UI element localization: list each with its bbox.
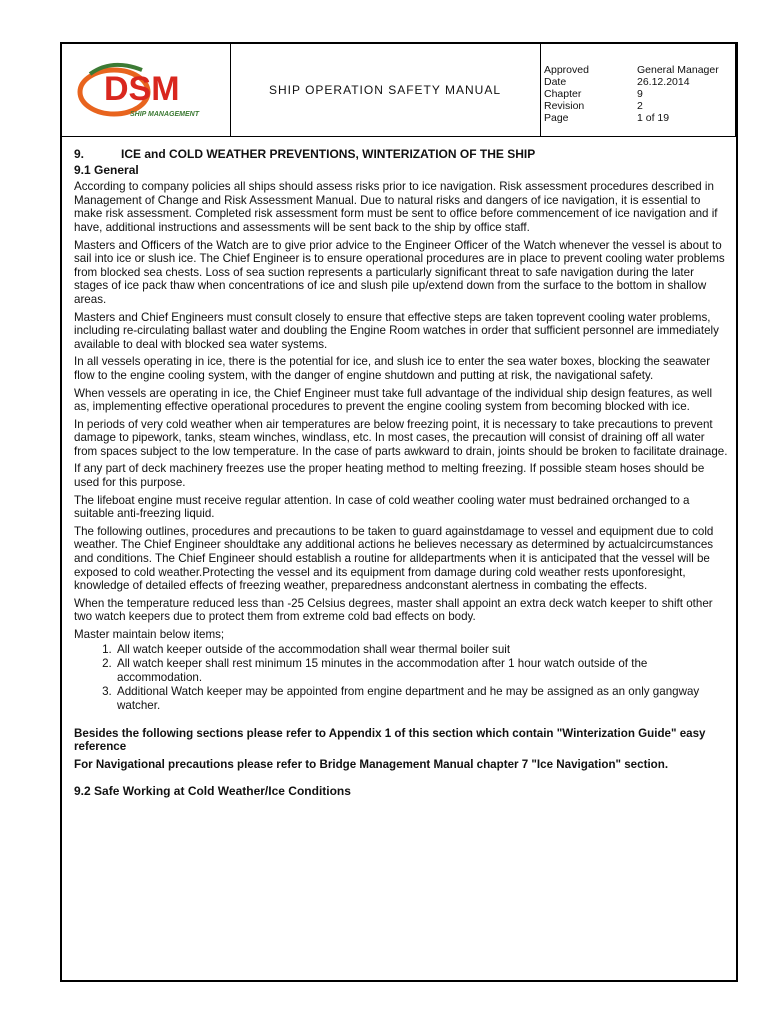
paragraph: According to company policies all ships should assess risks prior to ice navigation. Risk assessment procedures described in Management of Change and Risk Assessment Manual. Due to natural risks and dangers of ice navigation, it is essential to make risk assessment. Completed risk assessment form must be sent to office before commencement of ice navigation and if have, additional instructions and assessments will be sent back to the ship by office staff. (74, 180, 718, 234)
appendix-note: Besides the following sections please refer to Appendix 1 of this section which contain "Winterization Guide" easy reference (74, 726, 706, 754)
paragraph: The following outlines, procedures and precautions to be taken to guard againstdamage to vessel and equipment due to cold weather. The Chief Engineer shouldtake any additional actions he believes necessary as determined by actualcircumstances and conditions. The Chief Engineer should establish a routine for alldepartments when it is anticipated that the vessel will be exposed to cold weather.Protecting the vessel and its equipment from damage during cold weather rests uponforesight, knowledge of detailed effects of freezing weather, preparedness andconstant alertness in combating the effects. (74, 524, 714, 593)
subsection-heading: 9.1 General (74, 162, 139, 177)
document-header (62, 44, 736, 137)
page-frame (60, 42, 738, 982)
paragraph: If any part of deck machinery freezes use the proper heating method to melting freezing. If possible steam hoses should be used for this purpose. (74, 462, 705, 490)
meta-key: Date (544, 76, 567, 88)
navigation-note: For Navigational precautions please refer to Bridge Management Manual chapter 7 "Ice Navigation" section. (74, 757, 669, 771)
meta-row (544, 88, 719, 100)
meta-key: Revision (544, 100, 585, 112)
title-cell (230, 44, 541, 136)
paragraph: When vessels are operating in ice, the Chief Engineer must take full advantage of the individual ship design features, as well as, implementing effective operational procedures to prevent the engine cooling system from becoming blocked with ice. (74, 386, 713, 414)
paragraph: Masters and Chief Engineers must consult closely to ensure that effective steps are taken toprevent cooling water problems, including re-circulating ballast water and doubling the Engine Room watches in order that sufficient personnel are immediately available to deal with blocked sea water systems. (74, 310, 719, 351)
numbered-list (74, 643, 728, 713)
meta-cell (540, 44, 736, 136)
meta-row (544, 64, 719, 76)
logo-subtext: SHIP MANAGEMENT (130, 111, 199, 118)
list-item: 2. All watch keeper shall rest minimum 15 minutes in the accommodation after 1 hour watch outside of the accommodation. (115, 657, 728, 684)
logo-cell (62, 44, 231, 136)
paragraph: Masters and Officers of the Watch are to give prior advice to the Engineer Officer of the Watch whenever the vessel is about to sail into ice or slush ice. The Chief Engineer is to ensure operational procedures are in place to prevent cooling water problems from blocked sea chests. Loss of sea suction represents a particularly significant threat to safe navigation during the later stages of ice pack thaw when concentrations of ice and slush pile up/extend down from the surface to the bottom in shallow areas. (74, 238, 725, 306)
manual-title: SHIP OPERATION SAFETY MANUAL (268, 83, 502, 97)
section-heading (74, 148, 728, 162)
logo-text: DSM (104, 70, 180, 108)
list-item: 3. Additional Watch keeper may be appointed from engine department and he may be assigned as an only gangway watcher. (115, 685, 728, 712)
document-body (74, 148, 728, 799)
paragraph: In periods of very cold weather when air temperatures are below freezing point, it is necessary to take precautions to prevent damage to pipework, tanks, steam winches, windlass, etc. In most cases, the precaution will consist of draining off all water from spaces subject to the low temperature. In the case of parts awkward to drain, joints should be broken to facilitate drainage. (74, 417, 728, 458)
meta-value: 9 (637, 88, 643, 100)
meta-row (544, 112, 719, 124)
section-number: 9. (74, 147, 85, 161)
meta-value: General Manager (637, 64, 719, 76)
meta-value: 1 of 19 (637, 112, 670, 124)
meta-table (544, 64, 719, 124)
meta-row (544, 100, 719, 112)
list-item: 1. All watch keeper outside of the accommodation shall wear thermal boiler suit (115, 643, 728, 657)
meta-row (544, 76, 719, 88)
meta-key: Approved (544, 64, 589, 76)
meta-value: 26.12.2014 (637, 76, 690, 88)
paragraph: When the temperature reduced less than -25 Celsius degrees, master shall appoint an extra deck watch keeper to shift other two watch keepers due to protect them from extreme cold bad effects on body. (74, 596, 713, 624)
meta-value: 2 (637, 100, 643, 112)
meta-key: Page (544, 112, 569, 124)
paragraph: In all vessels operating in ice, there is the potential for ice, and slush ice to enter the sea water boxes, blocking the seawater flow to the engine cooling system, with the danger of engine shutdown and putting at risk, the navigational safety. (74, 355, 711, 382)
dsm-logo (72, 56, 222, 126)
meta-key: Chapter (544, 88, 582, 100)
paragraph: Master maintain below items; (74, 628, 225, 641)
paragraph: The lifeboat engine must receive regular attention. In case of cold weather cooling water must bedrained orchanged to a suitable anti-freezing liquid. (74, 493, 690, 521)
section-title: ICE and COLD WEATHER PREVENTIONS, WINTERIZATION OF THE SHIP (121, 147, 536, 161)
subsection-heading-2: 9.2 Safe Working at Cold Weather/Ice Conditions (74, 784, 351, 799)
